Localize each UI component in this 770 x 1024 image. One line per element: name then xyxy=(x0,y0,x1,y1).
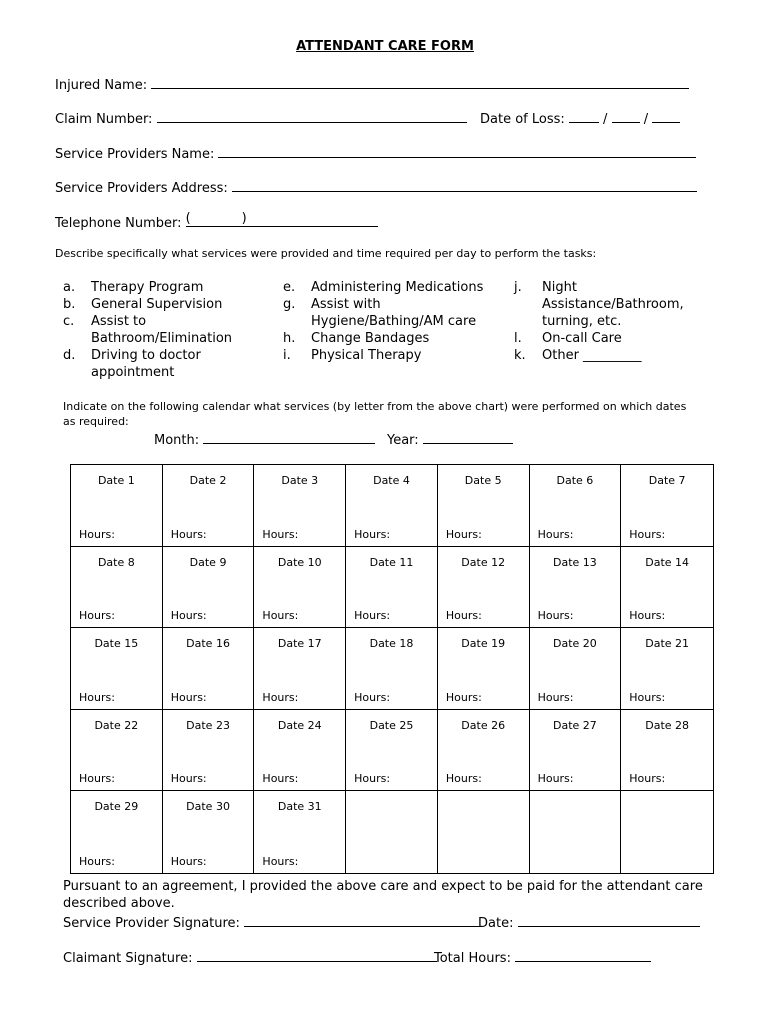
service-letter: k. xyxy=(514,348,526,363)
calendar-day-cell[interactable] xyxy=(621,628,713,710)
calendar-day-cell[interactable] xyxy=(346,547,438,629)
service-text-line: Administering Medications xyxy=(311,280,484,295)
service-text xyxy=(91,347,201,381)
calendar-hours-label: Hours: xyxy=(537,690,574,704)
claim-number-field[interactable] xyxy=(157,109,467,123)
pursuant-line-2: described above. xyxy=(63,896,175,911)
calendar-hours-label: Hours: xyxy=(445,609,482,623)
calendar-date-label: Date 11 xyxy=(369,555,414,569)
telephone-row xyxy=(55,213,378,231)
service-text-line: turning, etc. xyxy=(542,314,622,329)
calendar-day-cell[interactable] xyxy=(621,465,713,547)
calendar-date-label: Date 12 xyxy=(461,555,506,569)
service-providers-name-field[interactable] xyxy=(218,144,696,158)
service-text-line: appointment xyxy=(91,365,175,380)
service-providers-address-row xyxy=(55,178,697,196)
claim-number-row xyxy=(55,109,467,127)
calendar-hours-label: Hours: xyxy=(170,690,207,704)
services-column-1 xyxy=(63,279,232,381)
calendar-day-cell[interactable] xyxy=(71,710,163,792)
service-text xyxy=(91,279,203,296)
service-text xyxy=(542,347,642,364)
claimant-signature-row xyxy=(63,948,437,966)
service-text-line: Therapy Program xyxy=(91,280,204,295)
calendar-hours-label: Hours: xyxy=(629,527,666,541)
year-label: Year: xyxy=(387,433,419,448)
calendar-day-cell[interactable] xyxy=(254,465,346,547)
date-slash: / xyxy=(603,112,608,127)
date-of-loss-label: Date of Loss: xyxy=(480,112,565,127)
calendar-hours-label: Hours: xyxy=(445,772,482,786)
service-text xyxy=(311,347,421,364)
calendar-day-cell[interactable] xyxy=(163,791,255,873)
calendar-date-label: Date 13 xyxy=(553,555,597,569)
service-text-line: Hygiene/Bathing/AM care xyxy=(311,314,477,329)
month-label: Month: xyxy=(154,433,200,448)
service-text-line: Assist to xyxy=(91,314,147,329)
service-item xyxy=(283,279,483,296)
service-text-line: Bathroom/Elimination xyxy=(91,331,233,346)
telephone-close-paren: ) xyxy=(241,211,247,226)
claimant-signature-field[interactable] xyxy=(197,948,437,962)
service-text xyxy=(311,279,483,296)
calendar-day-cell[interactable] xyxy=(71,628,163,710)
calendar-hours-label: Hours: xyxy=(170,609,207,623)
calendar-hours-label: Hours: xyxy=(354,609,391,623)
total-hours-row xyxy=(434,948,651,966)
service-text xyxy=(311,296,476,330)
service-item xyxy=(514,330,684,347)
service-text xyxy=(91,313,232,347)
claimant-signature-label: Claimant Signature: xyxy=(63,951,193,966)
claim-number-label: Claim Number: xyxy=(55,112,153,127)
calendar-hours-label: Hours: xyxy=(354,772,391,786)
calendar-day-cell[interactable] xyxy=(346,710,438,792)
calendar-day-cell[interactable] xyxy=(254,628,346,710)
calendar-day-cell[interactable] xyxy=(530,710,622,792)
month-field[interactable] xyxy=(203,430,375,444)
service-letter: j. xyxy=(514,280,522,295)
calendar-day-cell[interactable] xyxy=(530,465,622,547)
calendar-hours-label: Hours: xyxy=(262,690,299,704)
calendar-date-label: Date 24 xyxy=(277,718,322,732)
telephone-label: Telephone Number: xyxy=(55,216,182,231)
calendar-date-label: Date 29 xyxy=(94,800,139,814)
calendar-hours-label: Hours: xyxy=(79,609,115,623)
calendar-instructions-line-2: as required: xyxy=(63,415,129,428)
services-column-2 xyxy=(283,279,483,364)
service-text-line: Physical Therapy xyxy=(311,348,422,363)
calendar-date-label: Date 18 xyxy=(369,637,414,651)
service-providers-address-label: Service Providers Address: xyxy=(55,181,228,196)
calendar-date-label: Date 20 xyxy=(553,637,597,651)
calendar-hours-label: Hours: xyxy=(537,772,574,786)
calendar-date-label: Date 17 xyxy=(277,637,322,651)
calendar-empty-cell xyxy=(530,791,622,873)
calendar-date-label: Date 14 xyxy=(645,555,690,569)
calendar-day-cell[interactable] xyxy=(71,547,163,629)
calendar-day-cell[interactable] xyxy=(621,547,713,629)
calendar-date-label: Date 7 xyxy=(648,474,686,487)
service-item xyxy=(63,347,232,381)
calendar-day-cell[interactable] xyxy=(530,547,622,629)
calendar-day-cell[interactable] xyxy=(254,710,346,792)
date-of-loss-year-field[interactable] xyxy=(652,109,680,123)
calendar-date-label: Date 26 xyxy=(461,718,506,732)
calendar-empty-cell xyxy=(621,791,713,873)
service-text-line: Change Bandages xyxy=(311,331,430,346)
calendar-date-label: Date 1 xyxy=(97,474,135,487)
service-letter: d. xyxy=(63,348,76,363)
calendar-hours-label: Hours: xyxy=(262,609,299,623)
calendar-hours-label: Hours: xyxy=(79,854,115,868)
service-text-line: Driving to doctor xyxy=(91,348,201,363)
calendar-day-cell[interactable] xyxy=(163,547,255,629)
calendar-hours-label: Hours: xyxy=(354,527,391,541)
calendar-date-label: Date 3 xyxy=(281,474,319,487)
calendar-hours-label: Hours: xyxy=(445,690,482,704)
describe-instructions: Describe specifically what services were provided and time required per day to perform the tasks: xyxy=(55,247,597,260)
calendar-day-cell[interactable] xyxy=(71,465,163,547)
calendar-date-label: Date 5 xyxy=(464,474,502,487)
service-letter: l. xyxy=(514,331,522,346)
calendar-hours-label: Hours: xyxy=(262,527,299,541)
service-letter: b. xyxy=(63,297,76,312)
service-item xyxy=(514,279,684,330)
total-hours-field[interactable] xyxy=(515,948,651,962)
service-letter: g. xyxy=(283,297,296,312)
calendar-date-label: Date 9 xyxy=(189,555,227,569)
service-text xyxy=(542,330,622,347)
calendar-day-cell[interactable] xyxy=(438,547,530,629)
service-text-line: General Supervision xyxy=(91,297,223,312)
total-hours-label: Total Hours: xyxy=(434,951,511,966)
date-of-loss-month-field[interactable] xyxy=(569,109,599,123)
calendar-date-label: Date 27 xyxy=(553,718,597,732)
calendar-date-label: Date 4 xyxy=(373,474,410,487)
service-item xyxy=(283,347,483,364)
telephone-field[interactable] xyxy=(186,213,378,227)
calendar-hours-label: Hours: xyxy=(79,772,115,786)
date-of-loss-day-field[interactable] xyxy=(612,109,640,123)
date-slash: / xyxy=(643,112,649,127)
calendar-date-label: Date 28 xyxy=(645,718,690,732)
injured-name-label: Injured Name: xyxy=(55,78,148,93)
calendar-date-label: Date 6 xyxy=(556,474,594,487)
calendar-hours-label: Hours: xyxy=(629,772,666,786)
service-item xyxy=(63,279,232,296)
calendar-hours-label: Hours: xyxy=(170,854,207,868)
calendar-date-label: Date 23 xyxy=(186,718,230,732)
service-provider-signature-row xyxy=(63,913,480,931)
year-row xyxy=(387,430,513,448)
month-row xyxy=(154,430,375,448)
calendar-day-cell[interactable] xyxy=(530,628,622,710)
calendar-hours-label: Hours: xyxy=(262,854,299,868)
services-column-3 xyxy=(514,279,684,364)
calendar-day-cell[interactable] xyxy=(71,791,163,873)
calendar-hours-label: Hours: xyxy=(79,690,115,704)
calendar-grid xyxy=(70,464,714,874)
calendar-hours-label: Hours: xyxy=(445,527,482,541)
calendar-date-label: Date 25 xyxy=(369,718,414,732)
calendar-date-label: Date 30 xyxy=(186,800,230,814)
calendar-date-label: Date 8 xyxy=(97,555,135,569)
service-text xyxy=(311,330,429,347)
calendar-hours-label: Hours: xyxy=(537,527,574,541)
calendar-date-label: Date 15 xyxy=(94,637,139,651)
calendar-day-cell[interactable] xyxy=(163,710,255,792)
calendar-hours-label: Hours: xyxy=(170,527,207,541)
calendar-date-label: Date 22 xyxy=(94,718,139,732)
calendar-day-cell[interactable] xyxy=(346,465,438,547)
signature-date-field[interactable] xyxy=(518,913,700,927)
service-letter: h. xyxy=(283,331,296,346)
calendar-day-cell[interactable] xyxy=(163,465,255,547)
service-providers-name-row xyxy=(55,144,696,162)
calendar-day-cell[interactable] xyxy=(438,710,530,792)
calendar-day-cell[interactable] xyxy=(621,710,713,792)
calendar-date-label: Date 19 xyxy=(461,637,506,651)
year-field[interactable] xyxy=(423,430,513,444)
calendar-hours-label: Hours: xyxy=(354,690,391,704)
calendar-date-label: Date 31 xyxy=(277,800,322,814)
service-item xyxy=(283,330,483,347)
service-provider-signature-field[interactable] xyxy=(244,913,480,927)
calendar-day-cell[interactable] xyxy=(438,465,530,547)
injured-name-row xyxy=(55,75,689,93)
calendar-day-cell[interactable] xyxy=(254,791,346,873)
calendar-day-cell[interactable] xyxy=(346,628,438,710)
service-item xyxy=(63,296,232,313)
calendar-date-label: Date 21 xyxy=(645,637,690,651)
calendar-empty-cell xyxy=(346,791,438,873)
service-text-line: Assist with xyxy=(311,297,381,312)
service-text-line: On-call Care xyxy=(542,331,622,346)
service-text-line: Night xyxy=(542,280,577,295)
service-text-line: Assistance/Bathroom, xyxy=(542,297,684,312)
calendar-hours-label: Hours: xyxy=(537,609,574,623)
signature-date-label: Date: xyxy=(478,916,514,931)
service-item xyxy=(63,313,232,347)
calendar-day-cell[interactable] xyxy=(254,547,346,629)
service-providers-address-field[interactable] xyxy=(232,178,697,192)
date-of-loss-row xyxy=(480,109,680,127)
calendar-hours-label: Hours: xyxy=(170,772,207,786)
service-providers-name-label: Service Providers Name: xyxy=(55,147,215,162)
service-letter: a. xyxy=(63,280,76,295)
calendar-instructions-line-1: Indicate on the following calendar what services (by letter from the above chart) were performed on which dates xyxy=(63,400,687,413)
service-letter: i. xyxy=(283,348,291,363)
form-title: ATTENDANT CARE FORM xyxy=(296,39,474,54)
telephone-open-paren: ( xyxy=(185,211,191,226)
service-letter: e. xyxy=(283,280,296,295)
service-text xyxy=(91,296,222,313)
service-provider-signature-label: Service Provider Signature: xyxy=(63,916,240,931)
service-item xyxy=(283,296,483,330)
service-item xyxy=(514,347,684,364)
calendar-date-label: Date 16 xyxy=(186,637,230,651)
calendar-date-label: Date 10 xyxy=(277,555,322,569)
signature-date-row xyxy=(478,913,700,931)
service-text xyxy=(542,279,684,330)
calendar-day-cell[interactable] xyxy=(438,628,530,710)
calendar-empty-cell xyxy=(438,791,530,873)
service-letter: c. xyxy=(63,314,75,329)
calendar-date-label: Date 2 xyxy=(189,474,227,487)
calendar-hours-label: Hours: xyxy=(629,609,666,623)
service-text-line: Other _________ xyxy=(542,348,642,363)
calendar-day-cell[interactable] xyxy=(163,628,255,710)
calendar-hours-label: Hours: xyxy=(262,772,299,786)
injured-name-field[interactable] xyxy=(151,75,689,89)
calendar-hours-label: Hours: xyxy=(79,527,115,541)
calendar-hours-label: Hours: xyxy=(629,690,666,704)
pursuant-line-1: Pursuant to an agreement, I provided the above care and expect to be paid for the attendant care xyxy=(63,879,703,894)
